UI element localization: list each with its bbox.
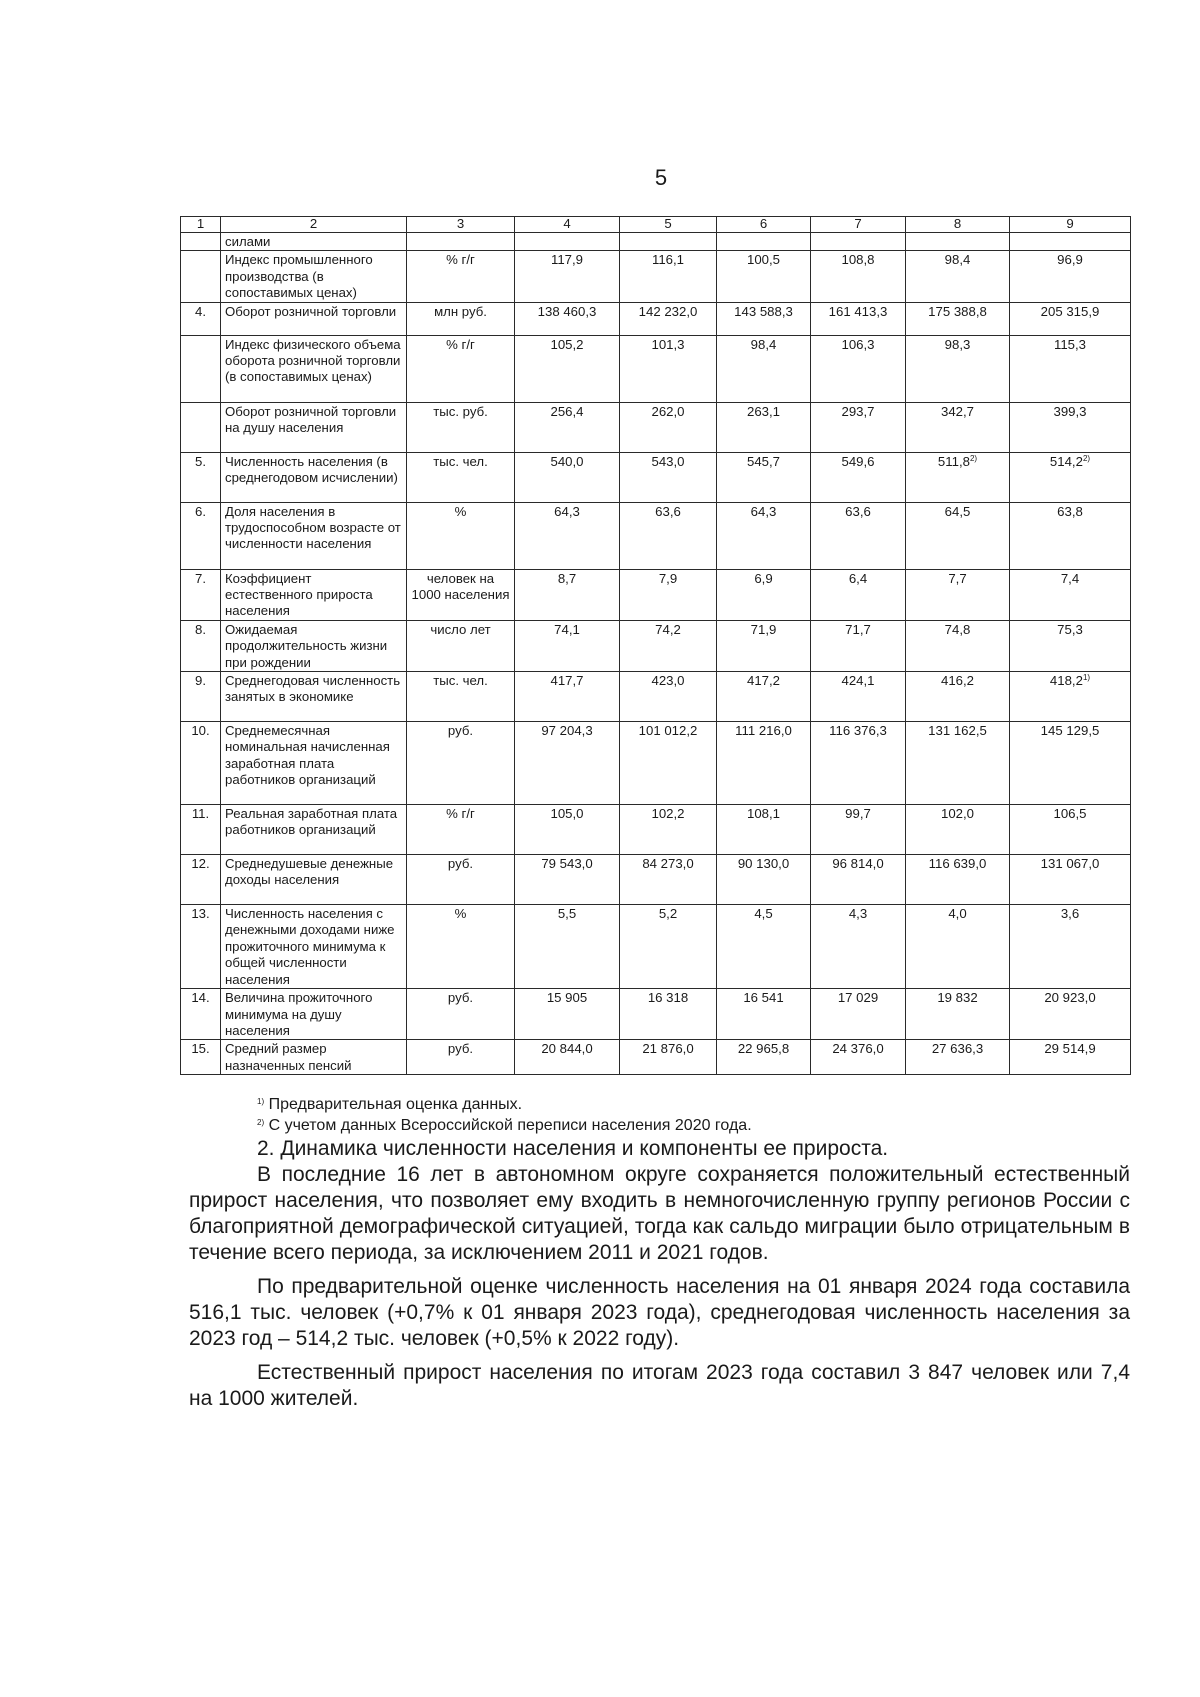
value-text: 263,1 [746, 403, 780, 419]
value-text: 256,4 [550, 403, 584, 419]
footnote-ref: 2) [969, 453, 978, 463]
table-row [181, 502, 1131, 569]
value-text: 27 636,3 [931, 1041, 984, 1057]
footnote-ref: 1) [1082, 673, 1091, 683]
unit-of-measure: тыс. руб. [407, 402, 515, 452]
footnote-ref: 2) [1082, 453, 1091, 463]
value-cell [620, 855, 717, 905]
value-text: 29 514,9 [1044, 1041, 1096, 1057]
value-text: 74,8 [944, 621, 971, 637]
value-text: 7,7 [948, 570, 967, 586]
footnote-1-mark: 1) [257, 1097, 265, 1106]
value-text: 84 273,0 [642, 856, 694, 872]
value-text: 417,7 [550, 673, 584, 689]
value-text: 6,4 [848, 570, 868, 586]
value-cell [906, 855, 1010, 905]
value-text: 90 130,0 [737, 856, 790, 872]
value-cell [515, 620, 620, 671]
value-cell [717, 620, 811, 671]
value-text: 24 376,0 [832, 1041, 884, 1057]
value-cell [515, 302, 620, 335]
row-number: 12. [181, 855, 221, 905]
unit-of-measure: человек на 1000 населения [407, 569, 515, 620]
value-cell [515, 805, 620, 855]
value-cell [717, 402, 811, 452]
value-text: 98,4 [750, 336, 777, 352]
indicator-name: силами [221, 233, 407, 251]
value-cell [811, 251, 906, 302]
value-cell [906, 569, 1010, 620]
value-cell [811, 905, 906, 989]
value-text: 543,0 [651, 453, 685, 469]
column-header-4: 4 [515, 217, 620, 233]
table-row [181, 251, 1131, 302]
value-cell [717, 989, 811, 1040]
value-text: 5,5 [557, 906, 577, 922]
value-text: 16 318 [647, 990, 689, 1006]
value-cell [717, 569, 811, 620]
value-cell [906, 302, 1010, 335]
value-cell [906, 1040, 1010, 1075]
column-header-1: 1 [181, 217, 221, 233]
value-text: 63,6 [655, 503, 681, 519]
table-row [181, 233, 1131, 251]
value-text: 111 216,0 [735, 723, 792, 739]
value-cell [811, 1040, 906, 1075]
value-cell [1010, 569, 1131, 620]
value-cell [811, 452, 906, 502]
value-cell [1010, 251, 1131, 302]
indicator-name: Ожидаемая продолжительность жизни при рождении [221, 620, 407, 671]
value-text: 64,5 [944, 503, 971, 519]
value-text: 4,3 [848, 906, 868, 922]
value-cell [906, 251, 1010, 302]
value-cell [717, 233, 811, 251]
unit-of-measure: руб. [407, 855, 515, 905]
value-text: 131 067,0 [1040, 856, 1100, 872]
table-header-row [181, 217, 1131, 233]
value-text: 99,7 [845, 806, 871, 822]
row-number [181, 251, 221, 302]
footnote-2 [257, 1115, 752, 1136]
value-cell [620, 989, 717, 1040]
value-cell [1010, 805, 1131, 855]
column-header-9: 9 [1010, 217, 1131, 233]
value-text: 145 129,5 [1040, 723, 1100, 739]
value-cell [717, 335, 811, 402]
value-text: 116 376,3 [829, 723, 887, 739]
value-text: 342,7 [940, 403, 974, 419]
value-cell [620, 620, 717, 671]
value-cell [620, 233, 717, 251]
value-text: 4,0 [948, 906, 967, 922]
value-text: 79 543,0 [541, 856, 593, 872]
indicator-name: Оборот розничной торговли [221, 302, 407, 335]
indicator-name: Оборот розничной торговли на душу населения [221, 402, 407, 452]
row-number: 11. [181, 805, 221, 855]
value-cell [811, 569, 906, 620]
value-text: 7,9 [658, 570, 678, 586]
value-cell [620, 1040, 717, 1075]
value-text: 418,2 [1049, 673, 1083, 689]
value-text: 115,3 [1053, 336, 1087, 352]
value-cell [620, 672, 717, 722]
value-cell [811, 402, 906, 452]
footnote-1 [257, 1094, 752, 1115]
value-text: 22 965,8 [737, 1041, 790, 1057]
row-number: 8. [181, 620, 221, 671]
value-cell [811, 335, 906, 402]
indicator-name: Коэффициент естественного прироста населения [221, 569, 407, 620]
value-text: 424,1 [841, 673, 875, 689]
value-text: 105,0 [550, 806, 584, 822]
row-number: 7. [181, 569, 221, 620]
value-cell [717, 302, 811, 335]
value-text: 16 541 [743, 990, 784, 1006]
value-text: 117,9 [550, 252, 584, 268]
paragraph-2: По предварительной оценке численность населения на 01 января 2024 года составила 516,1 тыс. человек (+0,7% к 01 января 2023 года), среднегодовая численность населения за 2023 год – 514,2 тыс. человек (+0,5% к 2022 году). [189, 1275, 1130, 1350]
value-text: 64,3 [750, 503, 777, 519]
value-cell [717, 251, 811, 302]
value-cell [811, 620, 906, 671]
value-cell [811, 989, 906, 1040]
unit-of-measure: руб. [407, 989, 515, 1040]
unit-of-measure: млн руб. [407, 302, 515, 335]
value-cell [515, 855, 620, 905]
value-cell [620, 905, 717, 989]
value-text: 101,3 [651, 336, 685, 352]
value-text: 96,9 [1057, 252, 1083, 268]
value-cell [906, 805, 1010, 855]
value-cell [515, 251, 620, 302]
value-cell [1010, 989, 1131, 1040]
unit-of-measure [407, 233, 515, 251]
table-row [181, 569, 1131, 620]
indicators-table [180, 216, 1131, 1075]
value-text: 74,1 [554, 621, 580, 637]
value-cell [515, 233, 620, 251]
row-number [181, 335, 221, 402]
paragraph-3: Естественный прирост населения по итогам 2023 года составил 3 847 человек или 7,4 на 1000 жителей. [189, 1361, 1130, 1410]
value-text: 545,7 [746, 453, 780, 469]
value-text: 131 162,5 [928, 723, 987, 739]
value-text: 293,7 [841, 403, 875, 419]
value-cell [620, 722, 717, 805]
row-number: 14. [181, 989, 221, 1040]
value-text: 7,4 [1060, 570, 1080, 586]
value-cell [1010, 722, 1131, 805]
value-cell [620, 335, 717, 402]
value-text: 4,5 [754, 906, 773, 922]
unit-of-measure: число лет [407, 620, 515, 671]
value-cell [515, 335, 620, 402]
indicator-name: Реальная заработная плата работников организаций [221, 805, 407, 855]
value-cell [620, 302, 717, 335]
value-cell [717, 805, 811, 855]
unit-of-measure: руб. [407, 722, 515, 805]
table-row [181, 452, 1131, 502]
table-row [181, 335, 1131, 402]
indicator-name: Численность населения (в среднегодовом исчислении) [221, 452, 407, 502]
value-cell [811, 233, 906, 251]
value-text: 5,2 [658, 906, 678, 922]
value-cell [515, 1040, 620, 1075]
value-cell [515, 402, 620, 452]
column-header-8: 8 [906, 217, 1010, 233]
indicator-name: Среднедушевые денежные доходы населения [221, 855, 407, 905]
row-number: 10. [181, 722, 221, 805]
indicator-name: Индекс физического объема оборота розничной торговли (в сопоставимых ценах) [221, 335, 407, 402]
value-text: 75,3 [1057, 621, 1083, 637]
table-row [181, 805, 1131, 855]
unit-of-measure: % [407, 502, 515, 569]
value-text: 142 232,0 [638, 303, 698, 319]
indicator-name: Численность населения с денежными доходами ниже прожиточного минимума к общей численности населения [221, 905, 407, 989]
unit-of-measure: тыс. чел. [407, 452, 515, 502]
value-cell [1010, 905, 1131, 989]
value-cell [1010, 672, 1131, 722]
row-number: 5. [181, 452, 221, 502]
value-cell [906, 402, 1010, 452]
value-text: 6,9 [754, 570, 773, 586]
value-cell [906, 989, 1010, 1040]
value-cell [717, 905, 811, 989]
value-text: 549,6 [841, 453, 875, 469]
indicator-name: Доля населения в трудоспособном возрасте от численности населения [221, 502, 407, 569]
value-cell [811, 502, 906, 569]
value-text: 116 639,0 [928, 856, 987, 872]
value-cell [906, 335, 1010, 402]
row-number: 4. [181, 302, 221, 335]
value-cell [515, 672, 620, 722]
value-text: 63,6 [845, 503, 871, 519]
table-row [181, 855, 1131, 905]
value-text: 64,3 [554, 503, 580, 519]
unit-of-measure: % г/г [407, 805, 515, 855]
value-cell [717, 1040, 811, 1075]
paragraph-1: В последние 16 лет в автономном округе сохраняется положительный естественный прирост населения, что позволяет ему входить в немногочисленную группу регионов России с благоприятной демографической ситуацией, тогда как сальдо миграции было отрицательным в течение всего периода, за исключением 2011 и 2021 годов. [189, 1163, 1130, 1264]
value-cell [717, 722, 811, 805]
value-text: 20 923,0 [1044, 990, 1096, 1006]
table-row [181, 672, 1131, 722]
page-number: 5 [654, 165, 668, 190]
value-cell [906, 672, 1010, 722]
value-text: 116,1 [651, 252, 685, 268]
value-text: 74,2 [655, 621, 681, 637]
footnote-2-text: С учетом данных Всероссийской переписи населения 2020 года. [268, 1117, 752, 1134]
value-text: 63,8 [1057, 503, 1083, 519]
column-header-3: 3 [407, 217, 515, 233]
table-row [181, 302, 1131, 335]
indicator-name: Среднемесячная номинальная начисленная заработная плата работников организаций [221, 722, 407, 805]
value-cell [620, 805, 717, 855]
value-cell [620, 251, 717, 302]
value-text: 205 315,9 [1040, 303, 1100, 319]
value-text: 3,6 [1060, 906, 1080, 922]
table-row [181, 905, 1131, 989]
value-cell [515, 569, 620, 620]
value-cell [1010, 620, 1131, 671]
value-cell [811, 722, 906, 805]
value-cell [717, 672, 811, 722]
value-text: 21 876,0 [642, 1041, 694, 1057]
value-text: 98,3 [944, 336, 971, 352]
indicator-name: Величина прожиточного минимума на душу населения [221, 989, 407, 1040]
value-text: 97 204,3 [541, 723, 593, 739]
value-text: 108,8 [841, 252, 875, 268]
row-number: 9. [181, 672, 221, 722]
value-cell [811, 855, 906, 905]
value-cell [515, 905, 620, 989]
table-row [181, 620, 1131, 671]
indicator-name: Средний размер назначенных пенсий [221, 1040, 407, 1075]
value-text: 105,2 [550, 336, 584, 352]
value-cell [620, 569, 717, 620]
row-number [181, 402, 221, 452]
row-number [181, 233, 221, 251]
value-text: 416,2 [940, 673, 974, 689]
value-cell [906, 905, 1010, 989]
table-row [181, 1040, 1131, 1075]
value-text: 262,0 [651, 403, 685, 419]
value-text: 175 388,8 [928, 303, 987, 319]
value-cell [1010, 402, 1131, 452]
value-cell [906, 233, 1010, 251]
value-cell [811, 672, 906, 722]
value-text: 17 029 [837, 990, 879, 1006]
unit-of-measure: тыс. чел. [407, 672, 515, 722]
footnotes [257, 1094, 752, 1136]
value-cell [1010, 855, 1131, 905]
value-cell [515, 452, 620, 502]
value-text: 102,0 [940, 806, 974, 822]
table-row [181, 402, 1131, 452]
value-cell [811, 805, 906, 855]
value-text: 514,2 [1049, 453, 1083, 469]
value-text: 8,7 [557, 570, 577, 586]
table-body [181, 233, 1131, 1075]
value-text: 71,7 [845, 621, 871, 637]
section-body [189, 1136, 1130, 1412]
column-header-5: 5 [620, 217, 717, 233]
row-number: 6. [181, 502, 221, 569]
unit-of-measure: руб. [407, 1040, 515, 1075]
column-header-6: 6 [717, 217, 811, 233]
value-text: 96 814,0 [832, 856, 884, 872]
value-cell [717, 452, 811, 502]
value-text: 20 844,0 [541, 1041, 593, 1057]
row-number: 13. [181, 905, 221, 989]
value-text: 417,2 [746, 673, 780, 689]
value-cell [717, 855, 811, 905]
unit-of-measure: % г/г [407, 251, 515, 302]
value-cell [717, 502, 811, 569]
value-text: 423,0 [651, 673, 685, 689]
indicator-name: Среднегодовая численность занятых в экономике [221, 672, 407, 722]
value-cell [811, 302, 906, 335]
value-cell [1010, 233, 1131, 251]
value-cell [1010, 502, 1131, 569]
value-cell [1010, 452, 1131, 502]
column-header-2: 2 [221, 217, 407, 233]
value-text: 540,0 [550, 453, 584, 469]
value-cell [906, 452, 1010, 502]
value-cell [1010, 1040, 1131, 1075]
value-cell [515, 722, 620, 805]
value-cell [620, 402, 717, 452]
table-row [181, 989, 1131, 1040]
value-text: 108,1 [746, 806, 780, 822]
indicator-name: Индекс промышленного производства (в сопоставимых ценах) [221, 251, 407, 302]
value-cell [906, 722, 1010, 805]
value-text: 102,2 [651, 806, 685, 822]
column-header-7: 7 [811, 217, 906, 233]
value-cell [515, 502, 620, 569]
value-cell [906, 502, 1010, 569]
value-text: 98,4 [944, 252, 971, 268]
value-text: 19 832 [937, 990, 978, 1006]
value-cell [620, 452, 717, 502]
value-text: 106,3 [841, 336, 875, 352]
value-text: 71,9 [750, 621, 777, 637]
value-cell [1010, 335, 1131, 402]
section-heading: 2. Динамика численности населения и компоненты ее прироста. [257, 1137, 889, 1160]
value-text: 101 012,2 [638, 723, 698, 739]
unit-of-measure: % г/г [407, 335, 515, 402]
value-text: 399,3 [1053, 403, 1087, 419]
footnote-2-mark: 2) [257, 1118, 265, 1127]
value-text: 143 588,3 [734, 303, 793, 319]
value-text: 161 413,3 [828, 303, 888, 319]
value-text: 511,8 [937, 453, 970, 469]
value-text: 100,5 [746, 252, 780, 268]
value-cell [906, 620, 1010, 671]
value-text: 106,5 [1053, 806, 1087, 822]
unit-of-measure: % [407, 905, 515, 989]
table-row [181, 722, 1131, 805]
value-cell [515, 989, 620, 1040]
value-text: 15 905 [546, 990, 588, 1006]
value-cell [1010, 302, 1131, 335]
value-text: 138 460,3 [537, 303, 597, 319]
row-number: 15. [181, 1040, 221, 1075]
value-cell [620, 502, 717, 569]
footnote-1-text: Предварительная оценка данных. [268, 1096, 523, 1113]
